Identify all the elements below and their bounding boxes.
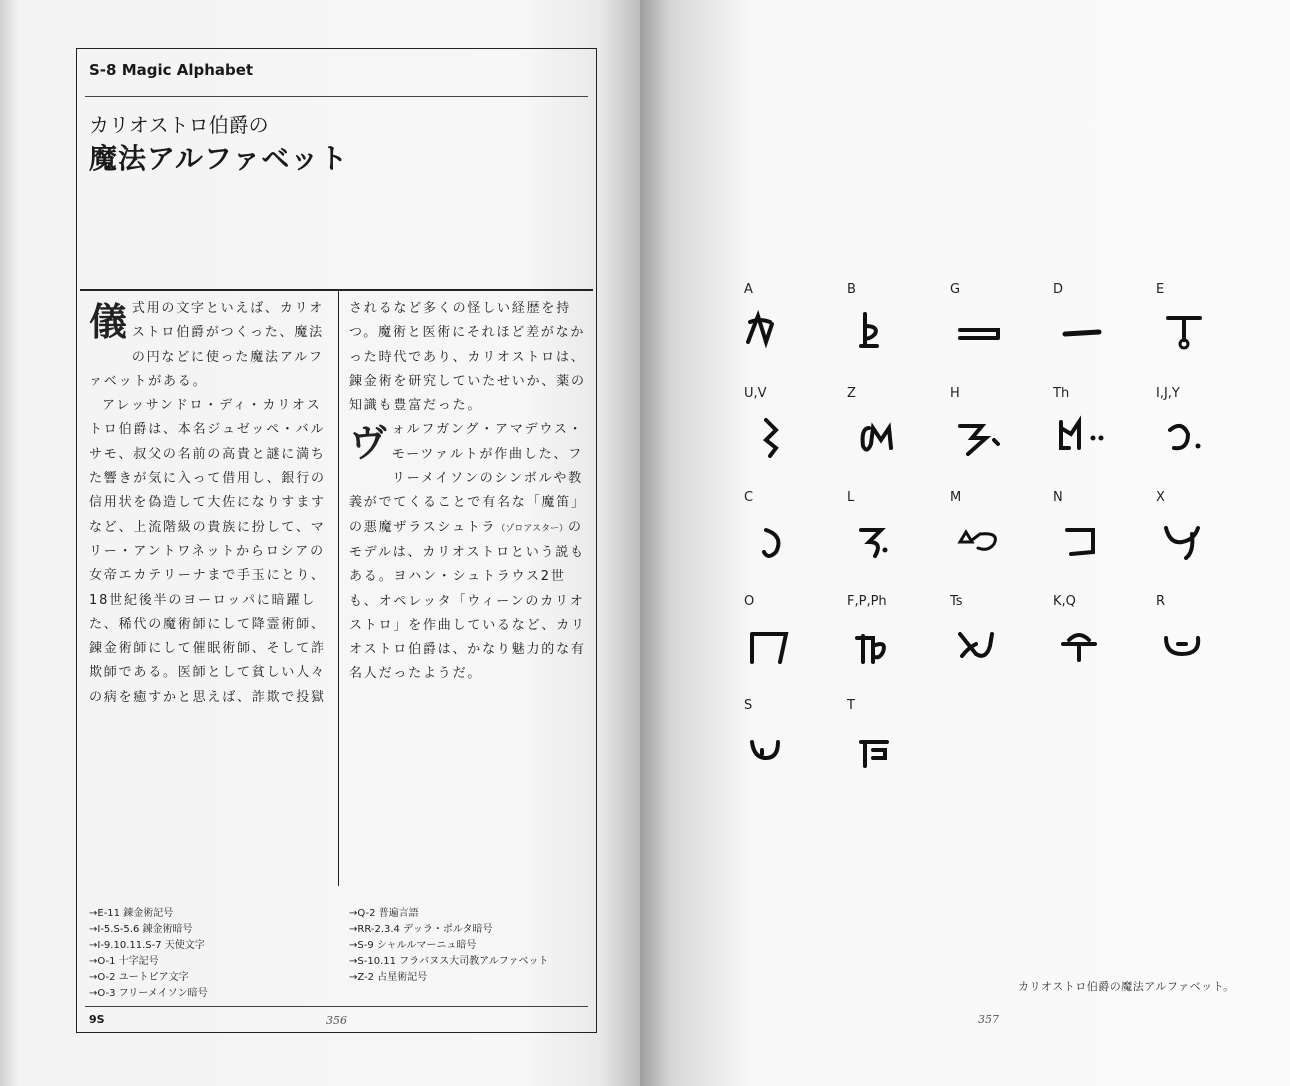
- cross-reference: →E-11 錬金術記号: [89, 908, 174, 919]
- magic-glyph-ijy-icon: [1152, 408, 1224, 472]
- paragraph-text: 式用の文字といえば、カリオストロ伯爵がつくった、魔法の円などに使った魔法アルファベットがある。: [89, 301, 325, 389]
- drop-cap: ヴ: [349, 421, 389, 466]
- magic-glyph-g-icon: [946, 304, 1018, 368]
- letter-label: B: [847, 282, 856, 297]
- letter-label: X: [1156, 490, 1165, 505]
- cross-reference: →O-2 ユートピア文字: [89, 972, 189, 983]
- figure-caption: カリオストロ伯爵の魔法アルファベット。: [1018, 980, 1235, 993]
- page-number-left: 356: [326, 1014, 347, 1027]
- alphabet-cell: [946, 386, 1046, 490]
- alphabet-cell: [740, 282, 840, 386]
- alphabet-cell: [946, 282, 1046, 386]
- letter-label: H: [950, 386, 960, 401]
- alphabet-cell: [740, 490, 840, 594]
- magic-glyph-d-icon: [1049, 304, 1121, 368]
- alphabet-cell: [740, 594, 840, 698]
- letter-label: U,V: [744, 386, 767, 401]
- letter-label: G: [950, 282, 961, 297]
- magic-glyph-x-icon: [1152, 512, 1224, 576]
- magic-glyph-th-icon: [1049, 408, 1121, 472]
- cross-reference: →S-10.11 フラバヌス大司教アルファベット: [349, 956, 549, 967]
- letter-label: K,Q: [1053, 594, 1076, 609]
- paragraph-text: のモデルは、カリオストロという説もある。ヨハン・シュトラウス2世も、オペレッタ「ウィーンのカリオストロ」を作曲しているなど、カリオストロ伯爵は、かなり魅力的な有名人だったようだ。: [349, 519, 586, 682]
- cross-reference: →I-9.10.11.S-7 天使文字: [89, 940, 205, 951]
- letter-label: O: [744, 594, 755, 609]
- article-frame: [76, 48, 597, 1033]
- magic-glyph-s-icon: [740, 720, 812, 784]
- letter-label: A: [744, 282, 753, 297]
- magic-glyph-b-icon: [843, 304, 915, 368]
- magic-glyph-z-icon: [843, 408, 915, 472]
- letter-label: Z: [847, 386, 856, 401]
- magic-glyph-e-icon: [1152, 304, 1224, 368]
- letter-label: L: [847, 490, 855, 505]
- column-divider: [338, 291, 339, 886]
- letter-label: R: [1156, 594, 1166, 609]
- letter-label: D: [1053, 282, 1064, 297]
- cross-reference: →Z-2 占星術記号: [349, 972, 428, 983]
- letter-label: Ts: [950, 594, 963, 609]
- alphabet-cell: [1152, 594, 1252, 698]
- small-note: （ゾロアスター）: [496, 523, 568, 534]
- magic-glyph-kq-icon: [1049, 616, 1121, 680]
- letter-label: N: [1053, 490, 1063, 505]
- magic-glyph-c-icon: [740, 512, 812, 576]
- section-code: S-8 Magic Alphabet: [89, 61, 254, 79]
- footer-rule: [85, 1006, 588, 1007]
- letter-label: M: [950, 490, 962, 505]
- magic-glyph-fp-icon: [843, 616, 915, 680]
- magic-glyph-o-icon: [740, 616, 812, 680]
- left-page: [0, 0, 640, 1086]
- letter-label: T: [847, 698, 855, 713]
- magic-glyph-h-icon: [946, 408, 1018, 472]
- alphabet-cell: [1049, 386, 1149, 490]
- letter-label: I,J,Y: [1156, 386, 1180, 401]
- alphabet-cell: [843, 490, 943, 594]
- article-title: 魔法アルファベット: [89, 142, 349, 175]
- alphabet-cell: [843, 282, 943, 386]
- footer-code: 9S: [89, 1013, 105, 1026]
- cross-reference: →RR-2.3.4 デッラ・ポルタ暗号: [349, 924, 493, 935]
- drop-cap: 儀: [89, 300, 129, 344]
- alphabet-cell: [740, 698, 840, 802]
- column-right: [349, 297, 588, 687]
- letter-label: F,P,Ph: [847, 594, 887, 609]
- magic-glyph-l-icon: [843, 512, 915, 576]
- alphabet-cell: [1152, 386, 1252, 490]
- paragraph: [89, 297, 333, 394]
- paragraph-text: ォルフガング・アマデウス・モーツァルトが作曲した、フリーメイソンのシンボルや教義がでてくることで有名な「魔笛」の悪魔ザラスシュトラ: [349, 422, 586, 535]
- alphabet-cell: [1049, 490, 1149, 594]
- alphabet-cell: [946, 594, 1046, 698]
- cross-reference: →I-5.S-5.6 錬金術暗号: [89, 924, 193, 935]
- body-box: [80, 289, 593, 886]
- letter-label: S: [744, 698, 753, 713]
- alphabet-cell: [843, 698, 943, 802]
- paragraph: アレッサンドロ・ディ・カリオストロ伯爵は、本名ジュゼッペ・バルサモ、叔父の名前の高貴と謎に満ちた響きが気に入って借用し、銀行の信用状を偽造して大佐になりすますなど、上流階級の貴族に扮して、マリー・アントワネットからロシアの女帝エカテリーナまで手玉にとり、18世紀後半のヨーロッパに暗躍した、稀代の魔術師にして降霊術師、錬金術師にして催眠術師、そして詐欺師である。医師として貧しい人々の病を癒すかと思えば、詐欺で投獄: [89, 398, 326, 705]
- alphabet-cell: [1049, 282, 1149, 386]
- magic-glyph-ts-icon: [946, 616, 1018, 680]
- cross-references-left: [89, 906, 208, 1002]
- magic-glyph-t-icon: [843, 720, 915, 784]
- alphabet-cell: [843, 386, 943, 490]
- page-number-right: 357: [978, 1013, 999, 1026]
- magic-glyph-uv-icon: [740, 408, 812, 472]
- alphabet-cell: [740, 386, 840, 490]
- article-subtitle: カリオストロ伯爵の: [89, 113, 269, 137]
- letter-label: Th: [1053, 386, 1070, 401]
- alphabet-cell: [1152, 282, 1252, 386]
- paragraph: [349, 418, 588, 686]
- letter-label: C: [744, 490, 754, 505]
- alphabet-cell: [843, 594, 943, 698]
- paragraph: されるなど多くの怪しい経歴を持つ。魔術と医術にそれほど差がなかった時代であり、カリオストロは、錬金術を研究していたせいか、薬の知識も豊富だった。: [349, 301, 586, 414]
- magic-glyph-n-icon: [1049, 512, 1121, 576]
- magic-glyph-a-icon: [740, 304, 812, 368]
- magic-glyph-m-icon: [946, 512, 1018, 576]
- cross-reference: →Q-2 普遍言語: [349, 908, 419, 919]
- header-rule: [85, 96, 588, 97]
- letter-label: E: [1156, 282, 1165, 297]
- alphabet-cell: [1152, 490, 1252, 594]
- magic-glyph-r-icon: [1152, 616, 1224, 680]
- cross-references-right: [349, 906, 549, 986]
- column-left: [89, 297, 333, 710]
- alphabet-cell: [1049, 594, 1149, 698]
- cross-reference: →O-1 十字記号: [89, 956, 159, 967]
- alphabet-cell: [946, 490, 1046, 594]
- cross-reference: →S-9 シャルルマーニュ暗号: [349, 940, 477, 951]
- cross-reference: →O-3 フリーメイソン暗号: [89, 988, 208, 999]
